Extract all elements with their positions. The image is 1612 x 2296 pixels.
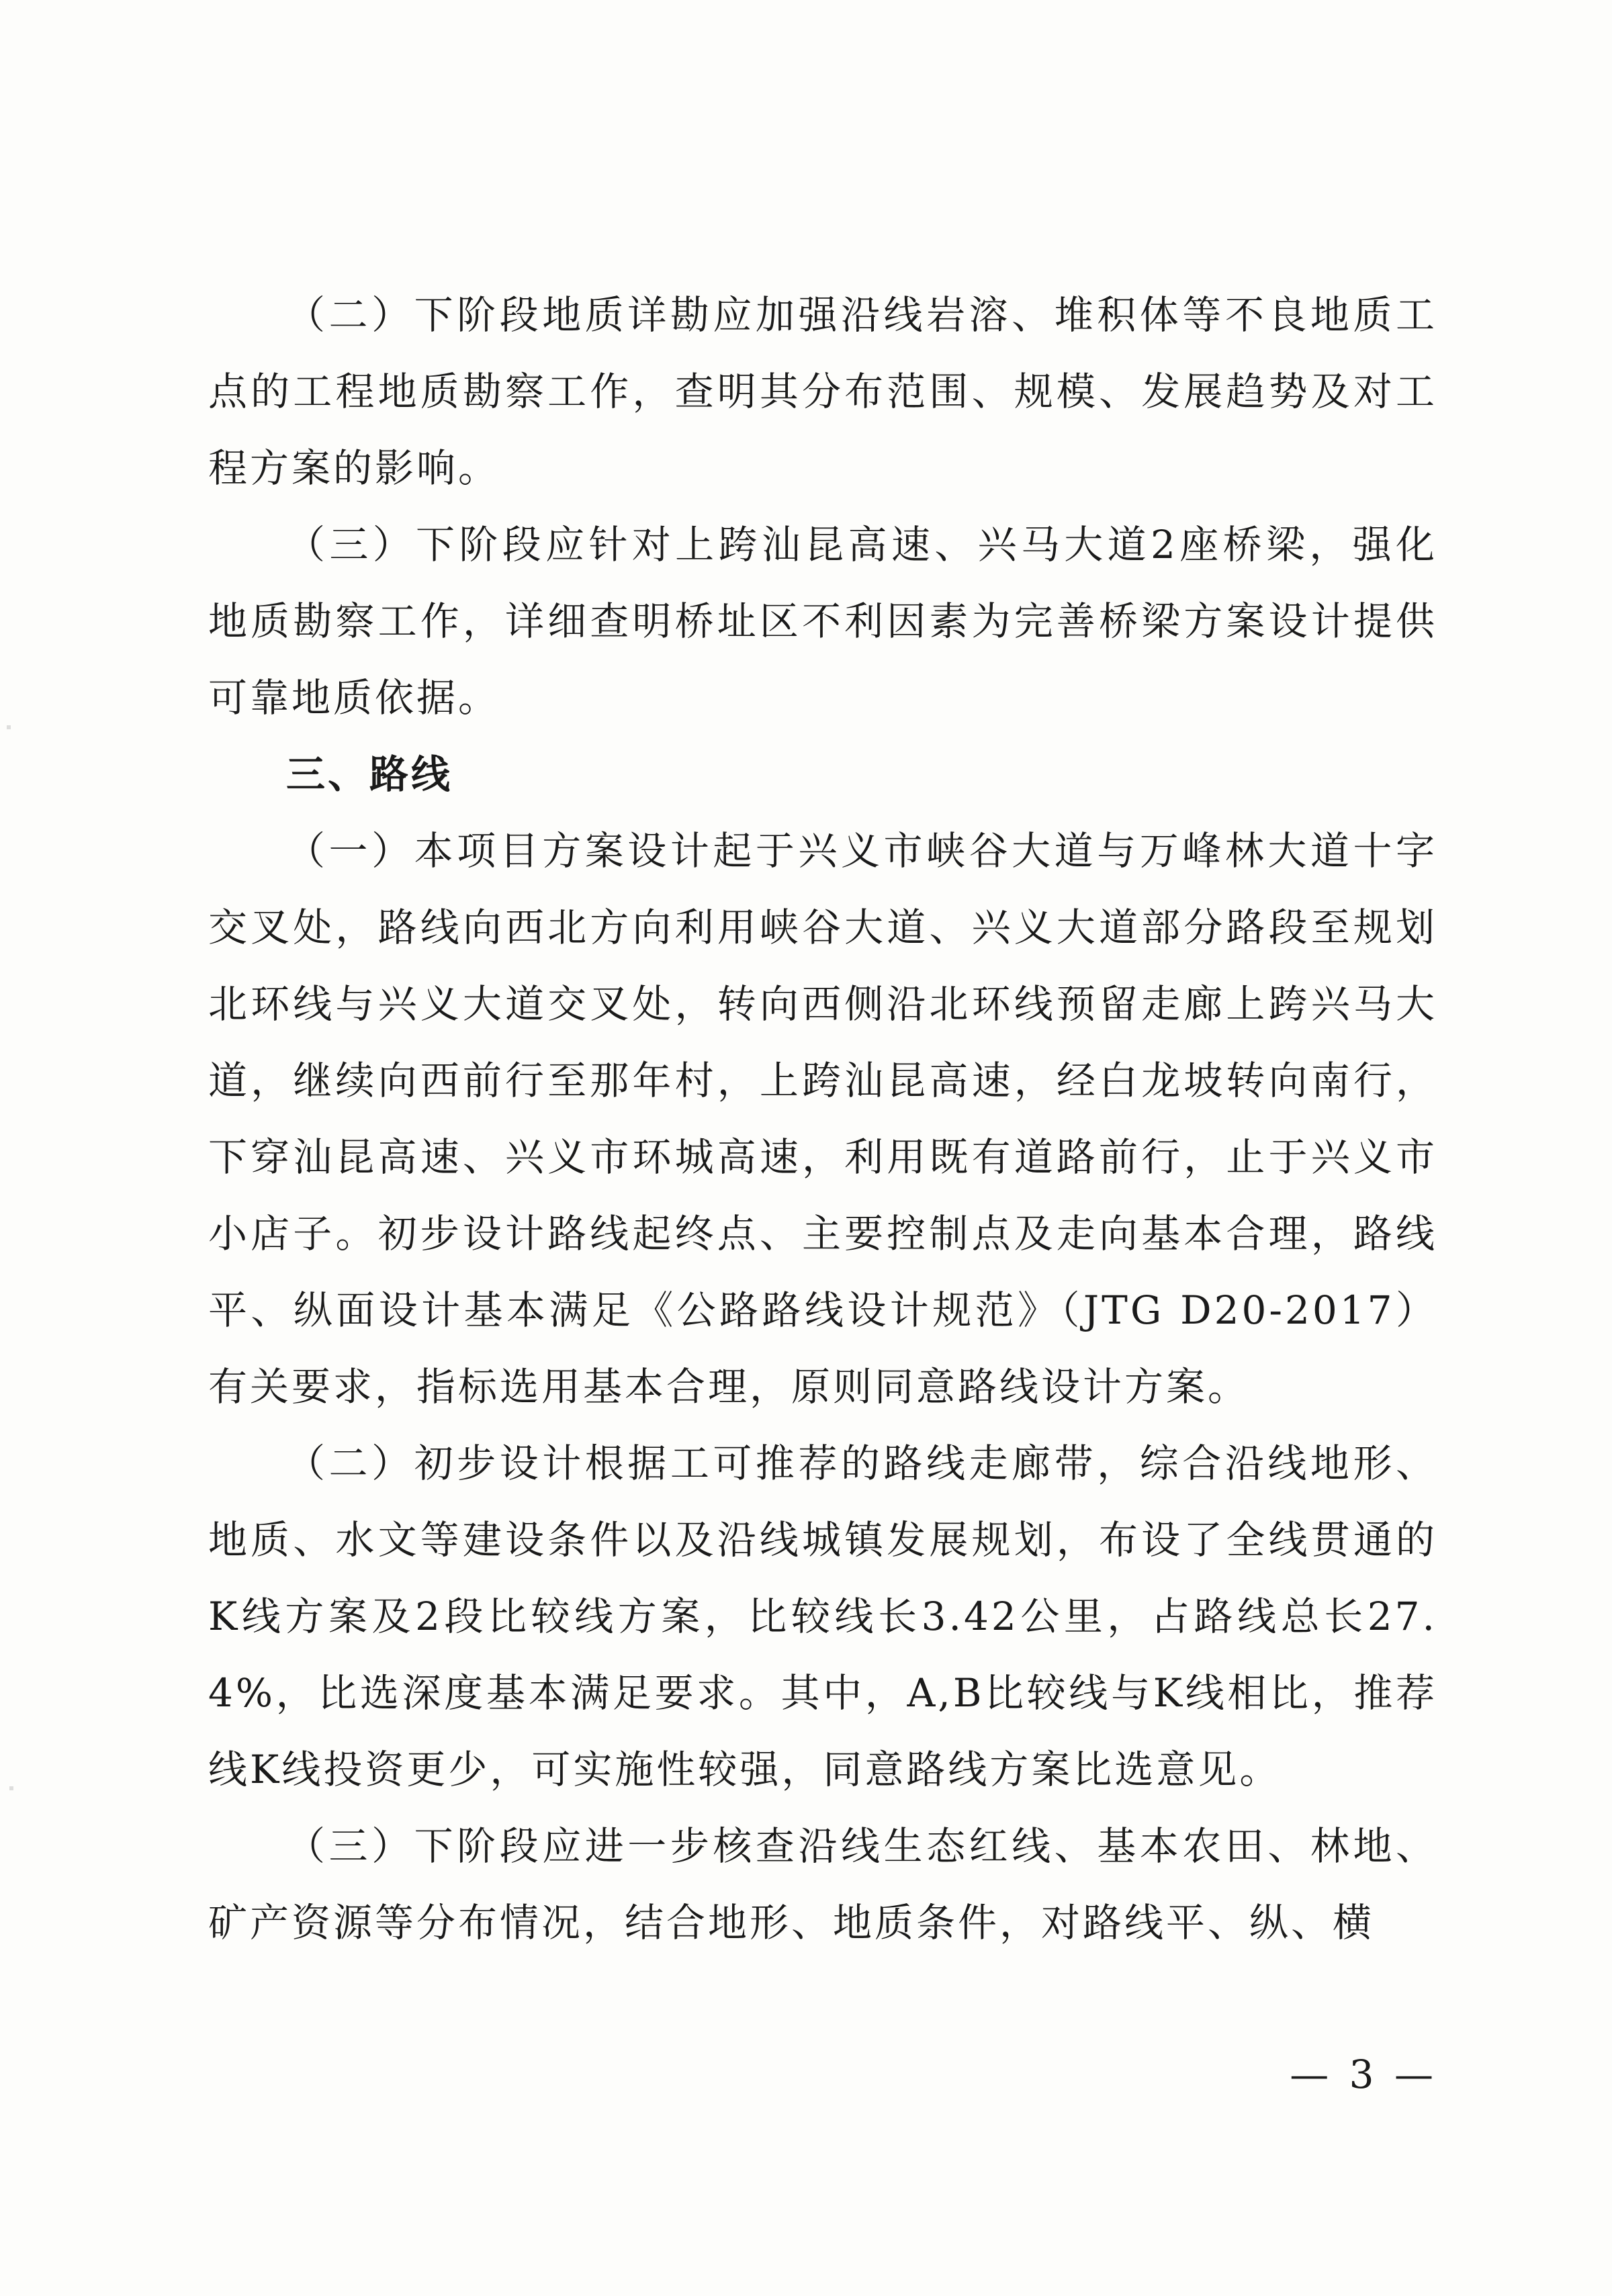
- section-heading: 三、路线: [286, 751, 453, 797]
- body-text: [208, 277, 1437, 1961]
- paragraph-bridge-survey: （三）下阶段应针对上跨汕昆高速、兴马大道2座桥梁，强化地质勘察工作，详细查明桥址区不利因素为完善桥梁方案设计提供可靠地质依据。: [208, 522, 1437, 721]
- paragraph-route-description: （一）本项目方案设计起于兴义市峡谷大道与万峰林大道十字交叉处，路线向西北方向利用峡谷大道、兴义大道部分路段至规划北环线与兴义大道交叉处，转向西侧沿北环线预留走廊上跨兴马大道，继续向西前行至那年村，上跨汕昆高速，经白龙坡转向南行，下穿汕昆高速、兴义市环城高速，利用既有道路前行，止于兴义市小店子。初步设计路线起终点、主要控制点及走向基本合理，路线平、纵面设计基本满足《公路路线设计规范》（JTG D20-2017）有关要求，指标选用基本合理，原则同意路线设计方案。: [208, 828, 1437, 1410]
- scan-edge-mark: [9, 1786, 13, 1790]
- paragraph-route-next-stage: （三）下阶段应进一步核查沿线生态红线、基本农田、林地、矿产资源等分布情况，结合地形、地质条件，对路线平、纵、横: [208, 1823, 1437, 1945]
- scan-edge-mark: [7, 725, 11, 729]
- paragraph-geology-survey: （二）下阶段地质详勘应加强沿线岩溶、堆积体等不良地质工点的工程地质勘察工作，查明其分布范围、规模、发展趋势及对工程方案的影响。: [208, 292, 1437, 491]
- paragraph-route-comparison: （二）初步设计根据工可推荐的路线走廊带，综合沿线地形、地质、水文等建设条件以及沿线城镇发展规划，布设了全线贯通的K线方案及2段比较线方案，比较线长3.42公里，占路线总长27.4%，比选深度基本满足要求。其中，A,B比较线与K线相比，推荐线K线投资更少，可实施性较强，同意路线方案比选意见。: [208, 1440, 1437, 1792]
- page-number: — 3 —: [1290, 2052, 1437, 2097]
